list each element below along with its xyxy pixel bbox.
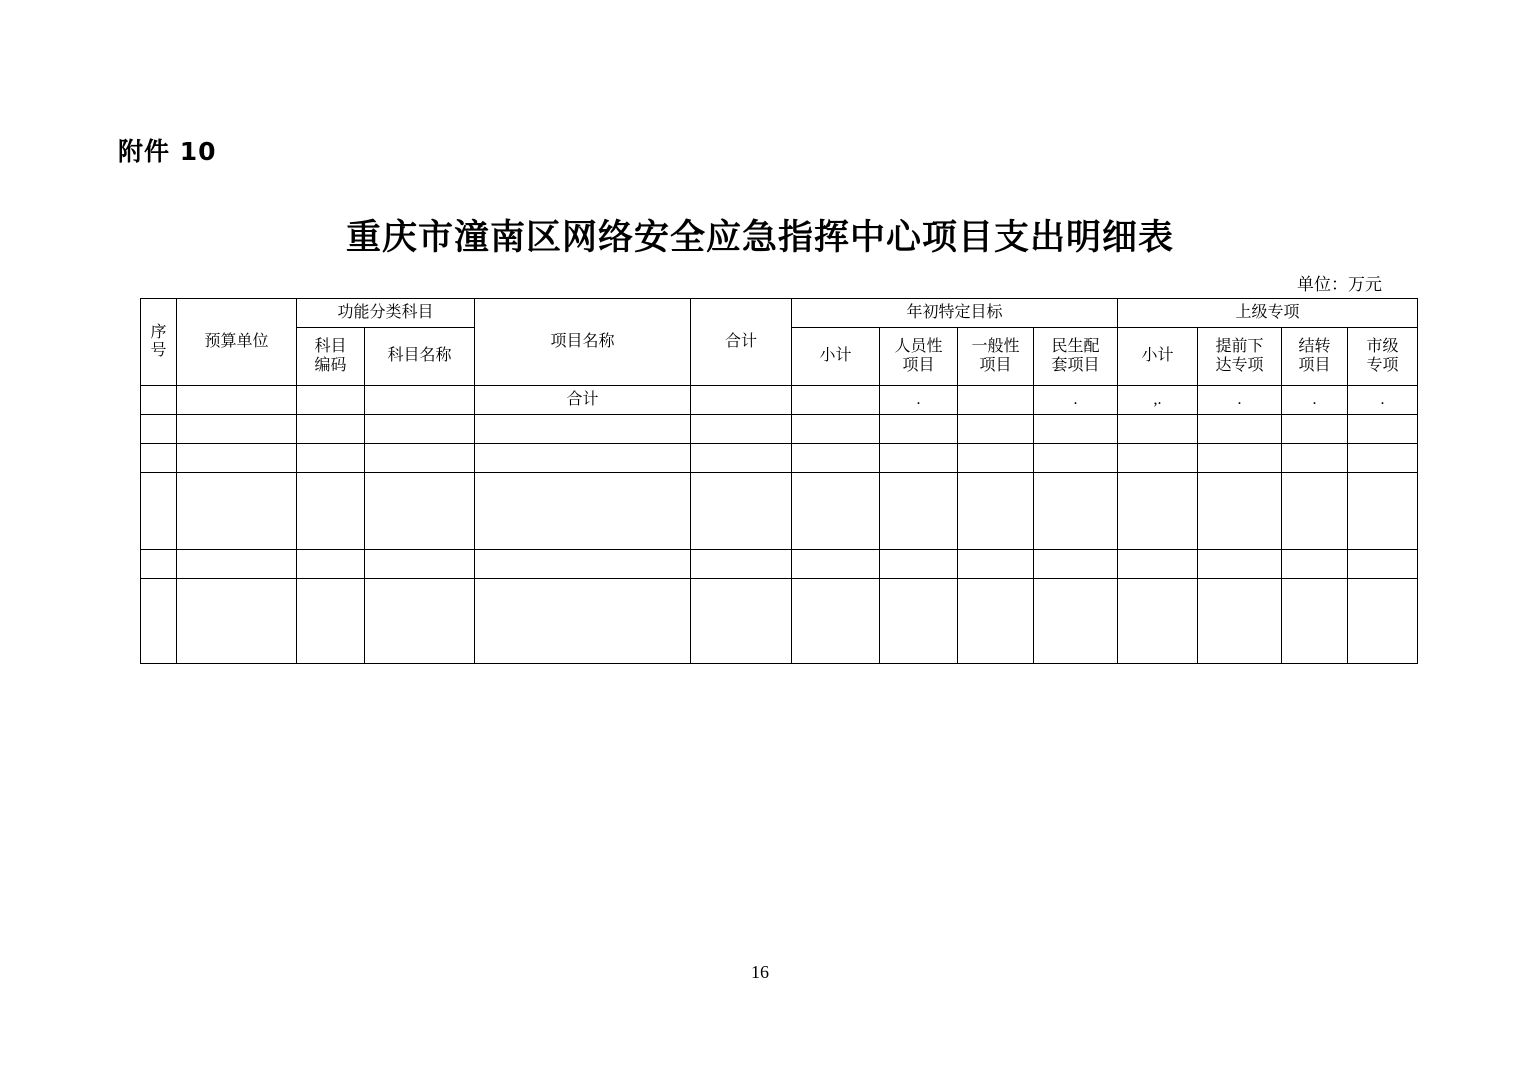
cell-seq[interactable] <box>141 444 177 473</box>
cell-subtotal-b[interactable]: ,. <box>1118 386 1198 415</box>
cell-total[interactable] <box>691 550 792 579</box>
cell-total[interactable] <box>691 415 792 444</box>
cell-city-special[interactable] <box>1348 444 1418 473</box>
cell-general[interactable] <box>958 550 1034 579</box>
table-row[interactable] <box>141 386 1418 415</box>
cell-carryover[interactable] <box>1282 444 1348 473</box>
cell-general[interactable] <box>958 579 1034 664</box>
cell-minsheng[interactable] <box>1034 444 1118 473</box>
cell-code[interactable] <box>297 550 365 579</box>
cell-general[interactable] <box>958 386 1034 415</box>
cell-seq[interactable] <box>141 415 177 444</box>
cell-code[interactable] <box>297 473 365 550</box>
cell-advance[interactable] <box>1198 579 1282 664</box>
cell-subject-name[interactable] <box>365 444 475 473</box>
cell-advance[interactable] <box>1198 473 1282 550</box>
header-budget-unit: 预算单位 <box>177 299 297 386</box>
expenditure-detail-table <box>140 298 1418 664</box>
header-personnel-line1: 人员性 <box>894 338 943 356</box>
cell-carryover[interactable] <box>1282 550 1348 579</box>
cell-project-name[interactable] <box>475 473 691 550</box>
header-carryover-line1: 结转 <box>1298 338 1331 356</box>
header-subject-code-line1: 科目 <box>314 338 347 356</box>
cell-advance[interactable] <box>1198 444 1282 473</box>
cell-subtotal-b[interactable] <box>1118 550 1198 579</box>
cell-budget-unit[interactable] <box>177 579 297 664</box>
header-general-project <box>958 328 1034 386</box>
cell-subtotal-a[interactable] <box>792 386 880 415</box>
cell-subtotal-a[interactable] <box>792 473 880 550</box>
cell-carryover[interactable] <box>1282 579 1348 664</box>
cell-city-special[interactable] <box>1348 550 1418 579</box>
cell-project-name[interactable] <box>475 550 691 579</box>
cell-subtotal-b[interactable] <box>1118 579 1198 664</box>
cell-carryover[interactable] <box>1282 415 1348 444</box>
header-year-start-target: 年初特定目标 <box>792 299 1118 328</box>
header-city-line2: 专项 <box>1366 356 1399 374</box>
header-minsheng-project <box>1034 328 1118 386</box>
cell-subtotal-b[interactable] <box>1118 444 1198 473</box>
cell-city-special[interactable]: . <box>1348 386 1418 415</box>
header-city-special <box>1348 328 1418 386</box>
cell-personnel[interactable]: . <box>880 386 958 415</box>
cell-advance[interactable]: . <box>1198 386 1282 415</box>
cell-subject-name[interactable] <box>365 386 475 415</box>
cell-budget-unit[interactable] <box>177 444 297 473</box>
cell-personnel[interactable] <box>880 550 958 579</box>
header-general-line1: 一般性 <box>971 338 1020 356</box>
cell-advance[interactable] <box>1198 415 1282 444</box>
cell-code[interactable] <box>297 579 365 664</box>
cell-total[interactable] <box>691 579 792 664</box>
cell-code[interactable] <box>297 386 365 415</box>
cell-subject-name[interactable] <box>365 473 475 550</box>
header-advance-line1: 提前下 <box>1215 338 1264 356</box>
cell-code[interactable] <box>297 444 365 473</box>
cell-project-name[interactable] <box>475 444 691 473</box>
cell-city-special[interactable] <box>1348 579 1418 664</box>
cell-project-name[interactable] <box>475 579 691 664</box>
header-project-name: 项目名称 <box>475 299 691 386</box>
cell-minsheng[interactable] <box>1034 415 1118 444</box>
table-header-row-1 <box>141 299 1418 328</box>
table-row[interactable] <box>141 473 1418 550</box>
cell-general[interactable] <box>958 444 1034 473</box>
cell-budget-unit[interactable] <box>177 550 297 579</box>
header-advance-special <box>1198 328 1282 386</box>
header-personnel-project <box>880 328 958 386</box>
cell-budget-unit[interactable] <box>177 473 297 550</box>
cell-total[interactable] <box>691 386 792 415</box>
cell-total[interactable] <box>691 473 792 550</box>
page-number: 16 <box>751 962 769 982</box>
header-subtotal-b: 小计 <box>1118 328 1198 386</box>
cell-budget-unit[interactable] <box>177 415 297 444</box>
cell-subject-name[interactable] <box>365 550 475 579</box>
cell-project-name[interactable]: 合计 <box>475 386 691 415</box>
header-subject-name: 科目名称 <box>365 328 475 386</box>
cell-city-special[interactable] <box>1348 473 1418 550</box>
cell-subtotal-a[interactable] <box>792 579 880 664</box>
cell-minsheng[interactable]: . <box>1034 386 1118 415</box>
cell-personnel[interactable] <box>880 415 958 444</box>
table-row[interactable] <box>141 579 1418 664</box>
header-carryover-line2: 项目 <box>1298 356 1331 374</box>
cell-personnel[interactable] <box>880 444 958 473</box>
cell-project-name[interactable] <box>475 415 691 444</box>
cell-subtotal-a[interactable] <box>792 550 880 579</box>
unit-note: 单位：万元 <box>1297 275 1382 294</box>
cell-advance[interactable] <box>1198 550 1282 579</box>
cell-personnel[interactable] <box>880 579 958 664</box>
attachment-label: 附件 10 <box>118 137 217 166</box>
cell-personnel[interactable] <box>880 473 958 550</box>
cell-code[interactable] <box>297 415 365 444</box>
header-function-category: 功能分类科目 <box>297 299 475 328</box>
cell-seq[interactable] <box>141 550 177 579</box>
cell-carryover[interactable]: . <box>1282 386 1348 415</box>
header-carryover-project <box>1282 328 1348 386</box>
cell-minsheng[interactable] <box>1034 579 1118 664</box>
cell-subtotal-a[interactable] <box>792 415 880 444</box>
cell-seq[interactable] <box>141 473 177 550</box>
cell-total[interactable] <box>691 444 792 473</box>
cell-minsheng[interactable] <box>1034 473 1118 550</box>
header-subject-code <box>297 328 365 386</box>
header-advance-line2: 达专项 <box>1215 356 1264 374</box>
cell-budget-unit[interactable] <box>177 386 297 415</box>
header-superior-special: 上级专项 <box>1118 299 1418 328</box>
cell-subtotal-a[interactable] <box>792 444 880 473</box>
header-personnel-line2: 项目 <box>902 356 935 374</box>
cell-city-special[interactable] <box>1348 415 1418 444</box>
cell-subject-name[interactable] <box>365 415 475 444</box>
cell-subject-name[interactable] <box>365 579 475 664</box>
expenditure-table-wrapper <box>140 298 1399 664</box>
header-total: 合计 <box>691 299 792 386</box>
header-seq: 序 号 <box>141 299 177 386</box>
header-subtotal-a: 小计 <box>792 328 880 386</box>
table-row[interactable] <box>141 550 1418 579</box>
header-city-line1: 市级 <box>1366 338 1399 356</box>
table-row[interactable] <box>141 415 1418 444</box>
cell-carryover[interactable] <box>1282 473 1348 550</box>
cell-subtotal-b[interactable] <box>1118 473 1198 550</box>
table-row[interactable] <box>141 444 1418 473</box>
header-general-line2: 项目 <box>979 356 1012 374</box>
header-subject-code-line2: 编码 <box>314 356 347 374</box>
header-minsheng-line1: 民生配 <box>1051 338 1100 356</box>
cell-subtotal-b[interactable] <box>1118 415 1198 444</box>
cell-seq[interactable] <box>141 579 177 664</box>
cell-seq[interactable] <box>141 386 177 415</box>
header-minsheng-line2: 套项目 <box>1051 356 1100 374</box>
cell-general[interactable] <box>958 415 1034 444</box>
page-title: 重庆市潼南区网络安全应急指挥中心项目支出明细表 <box>345 218 1174 257</box>
cell-minsheng[interactable] <box>1034 550 1118 579</box>
cell-general[interactable] <box>958 473 1034 550</box>
